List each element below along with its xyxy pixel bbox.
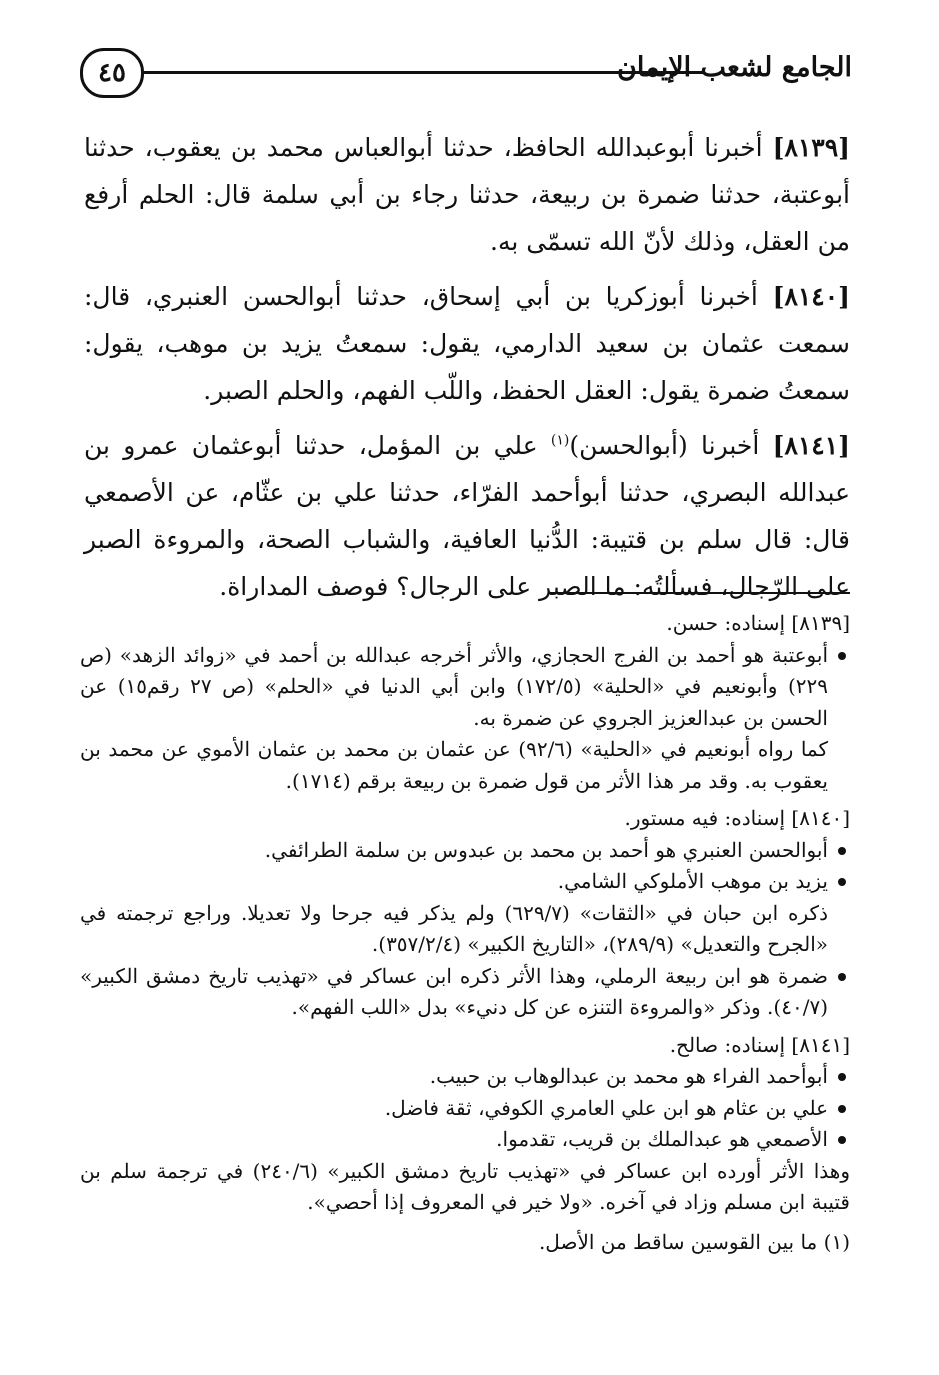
note-bullet: الأصمعي هو عبدالملك بن قريب، تقدموا. xyxy=(80,1124,850,1156)
page-header xyxy=(80,48,852,104)
note-bullet: أبوعتبة هو أحمد بن الفرج الحجازي، والأثر أخرجه عبدالله بن أحمد في «زوائد الزهد» (ص ٢٢٩) وأبونعيم في «الحلية» (١٧٢/٥) وابن أبي الدنيا في «الحلم» (ص ٢٧ رقم١٥) عن الحسن بن عبدالعزيز الجروي عن ضمرة به. xyxy=(80,640,850,735)
page-number: ٤٥ xyxy=(80,48,144,98)
entry-8139 xyxy=(84,124,850,265)
note-bullet: علي بن عثام هو ابن علي العامري الكوفي، ثقة فاضل. xyxy=(80,1093,850,1125)
note-heading-8140: [٨١٤٠] إسناده: فيه مستور. xyxy=(624,806,850,830)
entry-number: [٨١٤٠] xyxy=(772,282,850,311)
entry-text: أخبرنا أبوزكريا بن أبي إسحاق، حدثنا أبوالحسن العنبري، قال: سمعت عثمان بن سعيد الدارمي، يقول: سمعتُ يزيد بن موهب، يقول: سمعتُ ضمرة يقول: العقل الحفظ، واللّب الفهم، والحلم الصبر. xyxy=(84,282,850,405)
note-list-8141 xyxy=(80,1061,850,1156)
book-title: الجامع لشعب الإيمان xyxy=(617,52,852,83)
main-text xyxy=(84,124,850,618)
entry-number: [٨١٤١] xyxy=(772,431,850,460)
footnote: (١) ما بين القوسين ساقط من الأصل. xyxy=(538,1229,850,1254)
entry-text-before: أخبرنا (أبوالحسن) xyxy=(569,431,760,460)
note-bullet: ضمرة هو ابن ربيعة الرملي، وهذا الأثر ذكره ابن عساكر في «تهذيب تاريخ دمشق الكبير» (٤٠/٧). وذكر «والمروءة التنزه عن كل دنيء» بدل «اللب الفهم». xyxy=(80,961,850,1024)
entry-8140 xyxy=(84,273,850,414)
notes-separator xyxy=(548,592,850,594)
entry-text-after: علي بن المؤمل، حدثنا أبوعثمان عمرو بن عبدالله البصري، حدثنا أبوأحمد الفرّاء، حدثنا علي بن عثّام، عن الأصمعي قال: قال سلم بن قتيبة: الدُّنيا العافية، والشباب الصحة، والمروءة الصبر على الرّجال، فسألتُه: ما الصبر على الرجال؟ فوصف المداراة. xyxy=(84,431,850,601)
note-heading-8141: [٨١٤١] إسناده: صالح. xyxy=(669,1032,850,1057)
entry-number: [٨١٣٩] xyxy=(772,133,851,162)
note-bullet: يزيد بن موهب الأملوكي الشامي. xyxy=(80,866,850,898)
note-list-8139 xyxy=(80,640,850,735)
entry-text: أخبرنا أبوعبدالله الحافظ، حدثنا أبوالعباس محمد بن يعقوب، حدثنا أبوعتبة، حدثنا ضمرة بن ربيعة، حدثنا رجاء بن أبي سلمة قال: الحلم أرفع من العقل، وذلك لأنّ الله تسمّى به. xyxy=(84,133,850,256)
note-paragraph-8141: وهذا الأثر أورده ابن عساكر في «تهذيب تاريخ دمشق الكبير» (٢٤٠/٦) في ترجمة سلم بن قتيبة ابن مسلم وزاد في آخره. «ولا خير في المعروف إذا أحصي». xyxy=(80,1158,850,1214)
note-paragraph-8139: كما رواه أبونعيم في «الحلية» (٩٢/٦) عن عثمان بن محمد بن عثمان الأموي عن محمد بن يعقوب به. وقد مر هذا الأثر من قول ضمرة بن ربيعة برقم (١٧١٤). xyxy=(80,737,828,793)
note-paragraph-8140: ذكره ابن حبان في «الثقات» (٦٢٩/٧) ولم يذكر فيه جرحا ولا تعديلا. وراجع ترجمته في «الجرح والتعديل» (٢٨٩/٩)، «التاريخ الكبير» (٣٥٧/٢/٤). xyxy=(80,900,828,956)
note-list-8140 xyxy=(80,835,850,898)
note-list-8140-b xyxy=(80,961,850,1024)
note-bullet: أبوالحسن العنبري هو أحمد بن محمد بن عبدوس بن سلمة الطرائفي. xyxy=(80,835,850,867)
entry-8141 xyxy=(84,422,850,610)
note-heading-8139: [٨١٣٩] إسناده: حسن. xyxy=(666,611,850,635)
note-bullet: أبوأحمد الفراء هو محمد بن عبدالوهاب بن حبيب. xyxy=(80,1061,850,1093)
notes-section xyxy=(80,608,850,1258)
footnote-mark: (١) xyxy=(550,432,570,449)
